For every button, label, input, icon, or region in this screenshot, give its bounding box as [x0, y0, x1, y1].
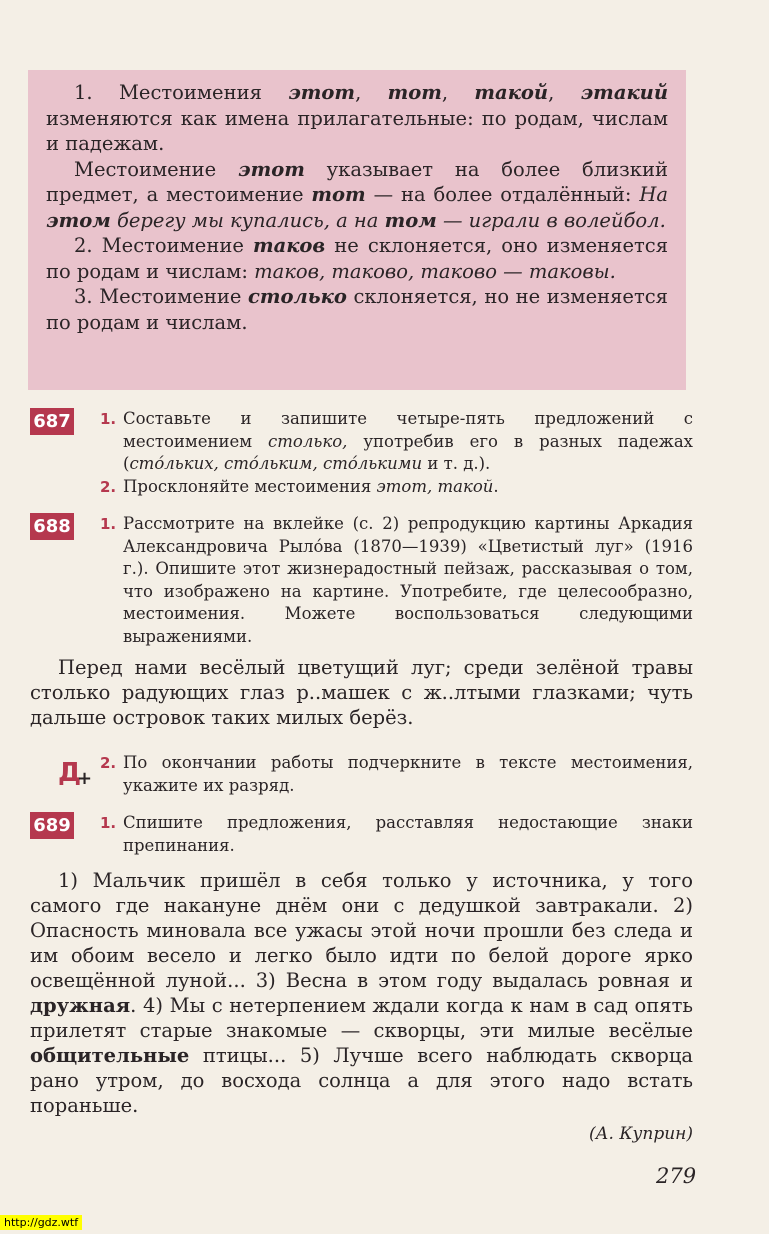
task-item: 1. Спишите предложения, расставляя недостающие знаки препинания.: [100, 813, 693, 855]
task-687: [28, 408, 693, 498]
passage-text: Перед нами весёлый цветущий луг; среди зелёной травы столько радующих глаз р..машек с ж..лтыми глазками; чуть дальше островок таких милых берёз.: [30, 656, 693, 729]
exercise-sentences: 1) Мальчик пришёл в себя только у источника, у того самого где накануне днём они с дедушкой завтракали. 2) Опасность миновала все ужасы этой ночи прошли без следа и им обоим весело и легко было идти по белой дороге ярко освещённой луной... 3) Весна в этом году выдалась ровная и дружная. 4) Мы с нетерпением ждали когда к нам в сад опять прилетят старые знакомые — скворцы, эти милые весёлые общительные птицы... 5) Лучше всего наблюдать скворца рано утром, до восхода солнца а для этого надо встать пораньше.: [30, 869, 693, 1117]
item-marker: 1.: [100, 515, 117, 533]
rule-box: [28, 70, 686, 390]
item-marker: 2.: [100, 754, 117, 772]
rule-paragraph-2: Местоимение этот указывает на более близкий предмет, а местоимение тот — на более отдалённый: На этом берегу мы купались, а на том — играли в волейбол.: [46, 157, 668, 232]
task-number-badge: 687: [30, 408, 74, 435]
task-item: 1. Составьте и запишите четыре-пять предложений с местоимением столько, употребив его в разных падежах (сто́льких, сто́льким, сто́лькими и т. д.).: [100, 409, 693, 473]
task-number-badge: 689: [30, 812, 74, 839]
task-688: [28, 513, 693, 648]
rule-paragraph-4: 3. Местоимение столько склоняется, но не изменяется по родам и числам.: [46, 285, 668, 334]
task-688-part-2: [28, 752, 693, 797]
rule-paragraph-3: 2. Местоимение таков не склоняется, оно изменяется по родам и числам: таков, таково, таково — таковы.: [46, 234, 668, 283]
author-attribution: (А. Куприн): [589, 1124, 693, 1144]
item-marker: 2.: [100, 477, 117, 496]
rule-paragraph-1: 1. Местоимения этот, тот, такой, этакий изменяются как имена прилагательные: по родам, числам и падежам.: [46, 81, 669, 155]
task-689: [28, 812, 693, 857]
watermark-link[interactable]: http://gdz.wtf: [0, 1215, 82, 1230]
task-number-badge: 688: [30, 513, 74, 540]
task-item: 1. Рассмотрите на вклейке (с. 2) репродукцию картины Аркадия Александровича Рыло́ва (1870—1939) «Цветистый луг» (1916 г.). Опишите этот жизнерадостный пейзаж, рассказывая о том, что изображено на картине. Употребите, где целесообразно, местоимения. Можете воспользоваться следующими выражениями.: [100, 514, 693, 646]
item-marker: 1.: [100, 410, 117, 428]
homework-icon: Д +: [58, 758, 93, 789]
page-number: 279: [656, 1164, 697, 1188]
task-item: 2. Просклоняйте местоимения этот, такой.: [28, 476, 693, 499]
task-item: 2. По окончании работы подчеркните в тексте местоимения, укажите их разряд.: [100, 753, 693, 795]
item-marker: 1.: [100, 814, 117, 832]
